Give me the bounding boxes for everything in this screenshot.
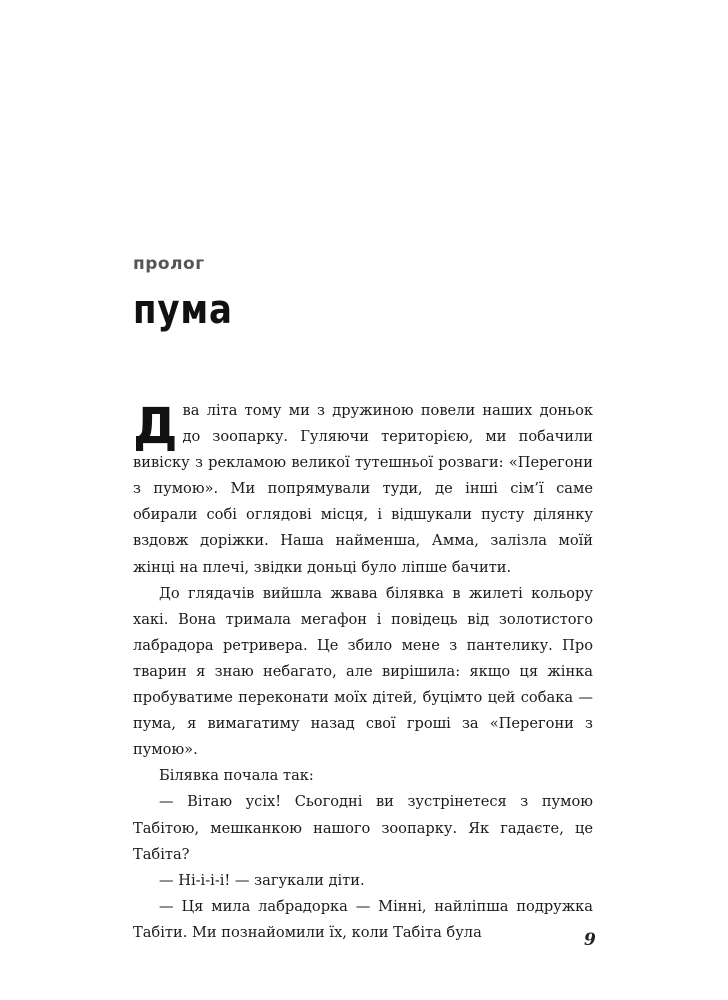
chapter-text — [133, 398, 593, 946]
paragraph-2: До глядачів вийшла жвава білявка в жилеті кольору хакі. Вона тримала мегафон і повідець від золотистого лабрадора ретривера. Це збило мене з пантелику. Про тварин я знаю небагато, але вирішила: якщо ця жінка пробуватиме переконати моїх дітей, буцімто цей собака — пума, я вимагатиму назад свої гроші за «Перегони з пумою». — [133, 584, 593, 759]
chapter-overline: пролог — [133, 254, 205, 274]
paragraph-4: — Вітаю усіх! Сьогодні ви зустрінетеся з пумою Табітою, мешканкою нашого зоопарку. Як гадаєте, це Табіта? — [133, 793, 593, 863]
paragraph-1-text: ва літа тому ми з дружиною повели наших доньок до зоопарку. Гуляючи територією, ми побачили вивіску з рекламою великої тутешньої розваги: «Перегони з пумою». Ми попрямували туди, де інші сім’ї саме обирали собі оглядові місця, і відшукали пусту ділянку вздовж доріжки. Наша найменша, Амма, залізла моїй жінці на плечі, звідки доньці було ліпше бачити. — [133, 402, 593, 576]
page-number: 9 — [584, 930, 596, 950]
paragraph-5: — Ні-і-і-і! — загукали діти. — [159, 871, 365, 889]
paragraph-1 — [133, 398, 593, 581]
paragraph-3: Білявка почала так: — [159, 767, 314, 785]
drop-cap: Д — [133, 397, 178, 455]
chapter-title: пума — [133, 287, 233, 333]
paragraph-6: — Ця мила лабрадорка — Мінні, найліпша подружка Табіти. Ми познайомили їх, коли Табіта була — [133, 897, 593, 941]
